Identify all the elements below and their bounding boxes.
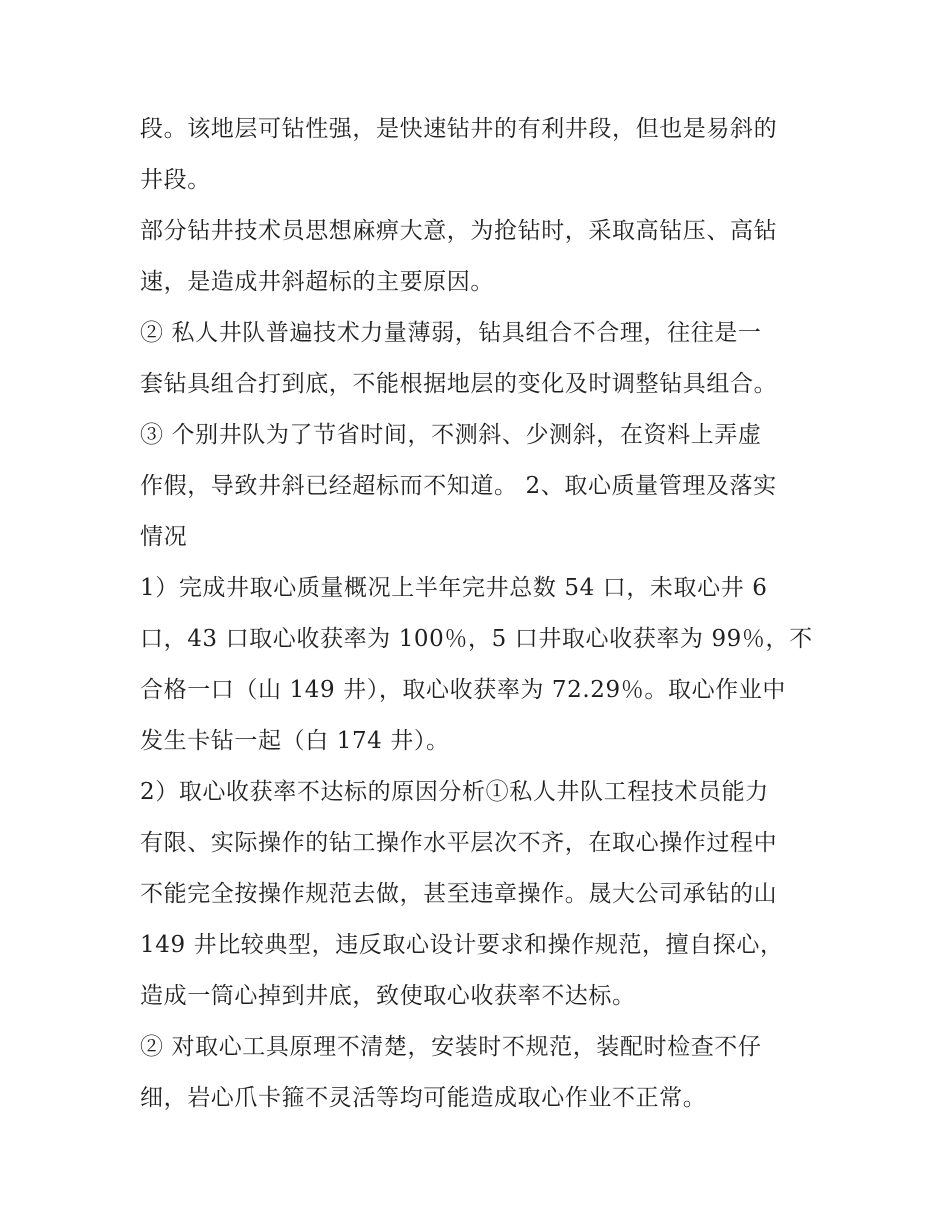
text-line: 井段。 <box>140 167 211 193</box>
text-line: 有限、实际操作的钻工操作水平层次不齐，在取心操作过程中 <box>140 830 778 856</box>
text-line: ② 私人井队普遍技术力量薄弱，钻具组合不合理，往往是一 <box>140 320 762 346</box>
text-line: 情况 <box>140 524 188 550</box>
text-line: 149 井比较典型，违反取心设计要求和操作规范，擅自探心， <box>140 932 784 958</box>
text-line: 2）取心收获率不达标的原因分析①私人井队工程技术员能力 <box>140 779 769 805</box>
document-body <box>140 104 820 1124</box>
text-line: ② 对取心工具原理不清楚，安装时不规范，装配时检查不仔 <box>140 1034 762 1060</box>
text-line: 1）完成井取心质量概况上半年完井总数 54 口，未取心井 6 <box>140 575 768 601</box>
text-line: 口，43 口取心收获率为 100％，5 口井取心收获率为 99％，不 <box>140 626 813 652</box>
text-line: 发生卡钻一起（白 174 井）。 <box>140 728 450 754</box>
text-line: 细，岩心爪卡箍不灵活等均可能造成取心作业不正常。 <box>140 1085 707 1111</box>
text-line: ③ 个别井队为了节省时间，不测斜、少测斜，在资料上弄虚 <box>140 422 762 448</box>
text-line: 速，是造成井斜超标的主要原因。 <box>140 269 494 295</box>
text-line: 造成一筒心掉到井底，致使取心收获率不达标。 <box>140 983 636 1009</box>
text-line: 合格一口（山 149 井），取心收获率为 72.29％。取心作业中 <box>140 677 786 703</box>
text-line: 不能完全按操作规范去做，甚至违章操作。晟大公司承钻的山 <box>140 881 778 907</box>
text-line: 段。该地层可钻性强，是快速钻井的有利井段，但也是易斜的 <box>140 116 778 142</box>
text-line: 部分钻井技术员思想麻痹大意，为抢钻时，采取高钻压、高钻 <box>140 218 778 244</box>
text-line: 作假，导致井斜已经超标而不知道。 2、取心质量管理及落实 <box>140 473 777 499</box>
text-line: 套钻具组合打到底，不能根据地层的变化及时调整钻具组合。 <box>140 371 778 397</box>
